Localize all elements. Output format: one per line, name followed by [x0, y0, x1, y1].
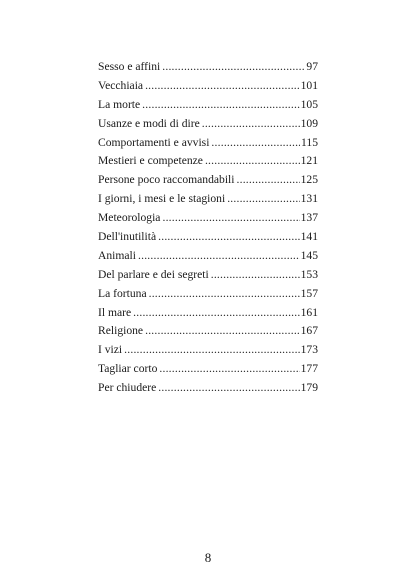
toc-entry-page: 131 [300, 192, 318, 206]
toc-entry-page: 121 [300, 154, 318, 168]
toc-dot-leader [211, 266, 300, 285]
toc-entry-title: Usanze e modi di dire [98, 116, 200, 130]
toc-entry[interactable] [98, 322, 318, 341]
toc-entry[interactable] [98, 379, 318, 398]
toc-entry-title: Meteorologia [98, 211, 161, 225]
toc-entry[interactable] [98, 134, 318, 153]
toc-entry-title: I giorni, i mesi e le stagioni [98, 192, 226, 206]
toc-entry-page: 109 [300, 116, 318, 130]
toc-entry-page: 177 [300, 362, 318, 376]
toc-entry-title: La morte [98, 97, 141, 111]
toc-dot-leader [162, 58, 305, 77]
toc-dot-leader [138, 247, 300, 266]
toc-entry-page: 173 [300, 343, 318, 357]
toc-entry[interactable] [98, 115, 318, 134]
toc-dot-leader [149, 285, 300, 304]
toc-entry[interactable] [98, 171, 318, 190]
toc-entry[interactable] [98, 247, 318, 266]
toc-entry-page: 141 [300, 230, 318, 244]
toc-dot-leader [145, 322, 300, 341]
toc-entry-page: 153 [300, 267, 318, 281]
toc-entry[interactable] [98, 266, 318, 285]
toc-dot-leader [205, 152, 300, 171]
toc-entry-page: 105 [300, 97, 318, 111]
toc-entry-page: 115 [301, 135, 318, 149]
toc-entry-page: 145 [300, 248, 318, 262]
toc-entry[interactable] [98, 77, 318, 96]
toc-entry-title: Animali [98, 248, 136, 262]
toc-dot-leader [202, 115, 300, 134]
toc-entry-page: 167 [300, 324, 318, 338]
toc-entry[interactable] [98, 285, 318, 304]
toc-entry-title: Vecchiaia [98, 78, 144, 92]
toc-entry[interactable] [98, 228, 318, 247]
toc-entry-title: I vizi [98, 343, 123, 357]
toc-entry[interactable] [98, 96, 318, 115]
toc-entry-title: La fortuna [98, 286, 147, 300]
toc-dot-leader [237, 171, 300, 190]
toc-entry[interactable] [98, 341, 318, 360]
toc-entry-title: Comportamenti e avvisi [98, 135, 210, 149]
toc-dot-leader [142, 96, 299, 115]
toc-dot-leader [162, 209, 299, 228]
table-of-contents [98, 58, 318, 398]
toc-dot-leader [158, 228, 299, 247]
toc-entry[interactable] [98, 304, 318, 323]
toc-entry-title: Sesso e affini [98, 60, 161, 73]
toc-entry-page: 161 [300, 305, 318, 319]
toc-entry[interactable] [98, 58, 318, 77]
toc-entry-page: 179 [300, 381, 318, 395]
toc-entry-title: Per chiudere [98, 381, 157, 395]
toc-entry-title: Persone poco raccomandabili [98, 173, 235, 187]
toc-entry-page: 97 [306, 60, 318, 73]
toc-entry[interactable] [98, 190, 318, 209]
toc-entry-title: Tagliar corto [98, 362, 158, 376]
toc-entry-page: 157 [300, 286, 318, 300]
toc-entry-title: Religione [98, 324, 144, 338]
toc-entry-title: Del parlare e dei segreti [98, 267, 209, 281]
toc-dot-leader [159, 360, 299, 379]
toc-entry[interactable] [98, 152, 318, 171]
toc-dot-leader [124, 341, 299, 360]
toc-entry-title: Dell'inutilità [98, 230, 157, 244]
toc-entry-page: 125 [300, 173, 318, 187]
toc-dot-leader [133, 304, 299, 323]
toc-entry-page: 101 [300, 78, 318, 92]
toc-dot-leader [158, 379, 299, 398]
toc-entry[interactable] [98, 360, 318, 379]
toc-dot-leader [145, 77, 300, 96]
toc-entry[interactable] [98, 209, 318, 228]
toc-entry-title: Il mare [98, 305, 132, 319]
page-number: 8 [204, 550, 212, 565]
toc-entry-title: Mestieri e competenze [98, 154, 203, 168]
toc-entry-page: 137 [300, 211, 318, 225]
toc-dot-leader [227, 190, 299, 209]
toc-dot-leader [211, 134, 300, 153]
